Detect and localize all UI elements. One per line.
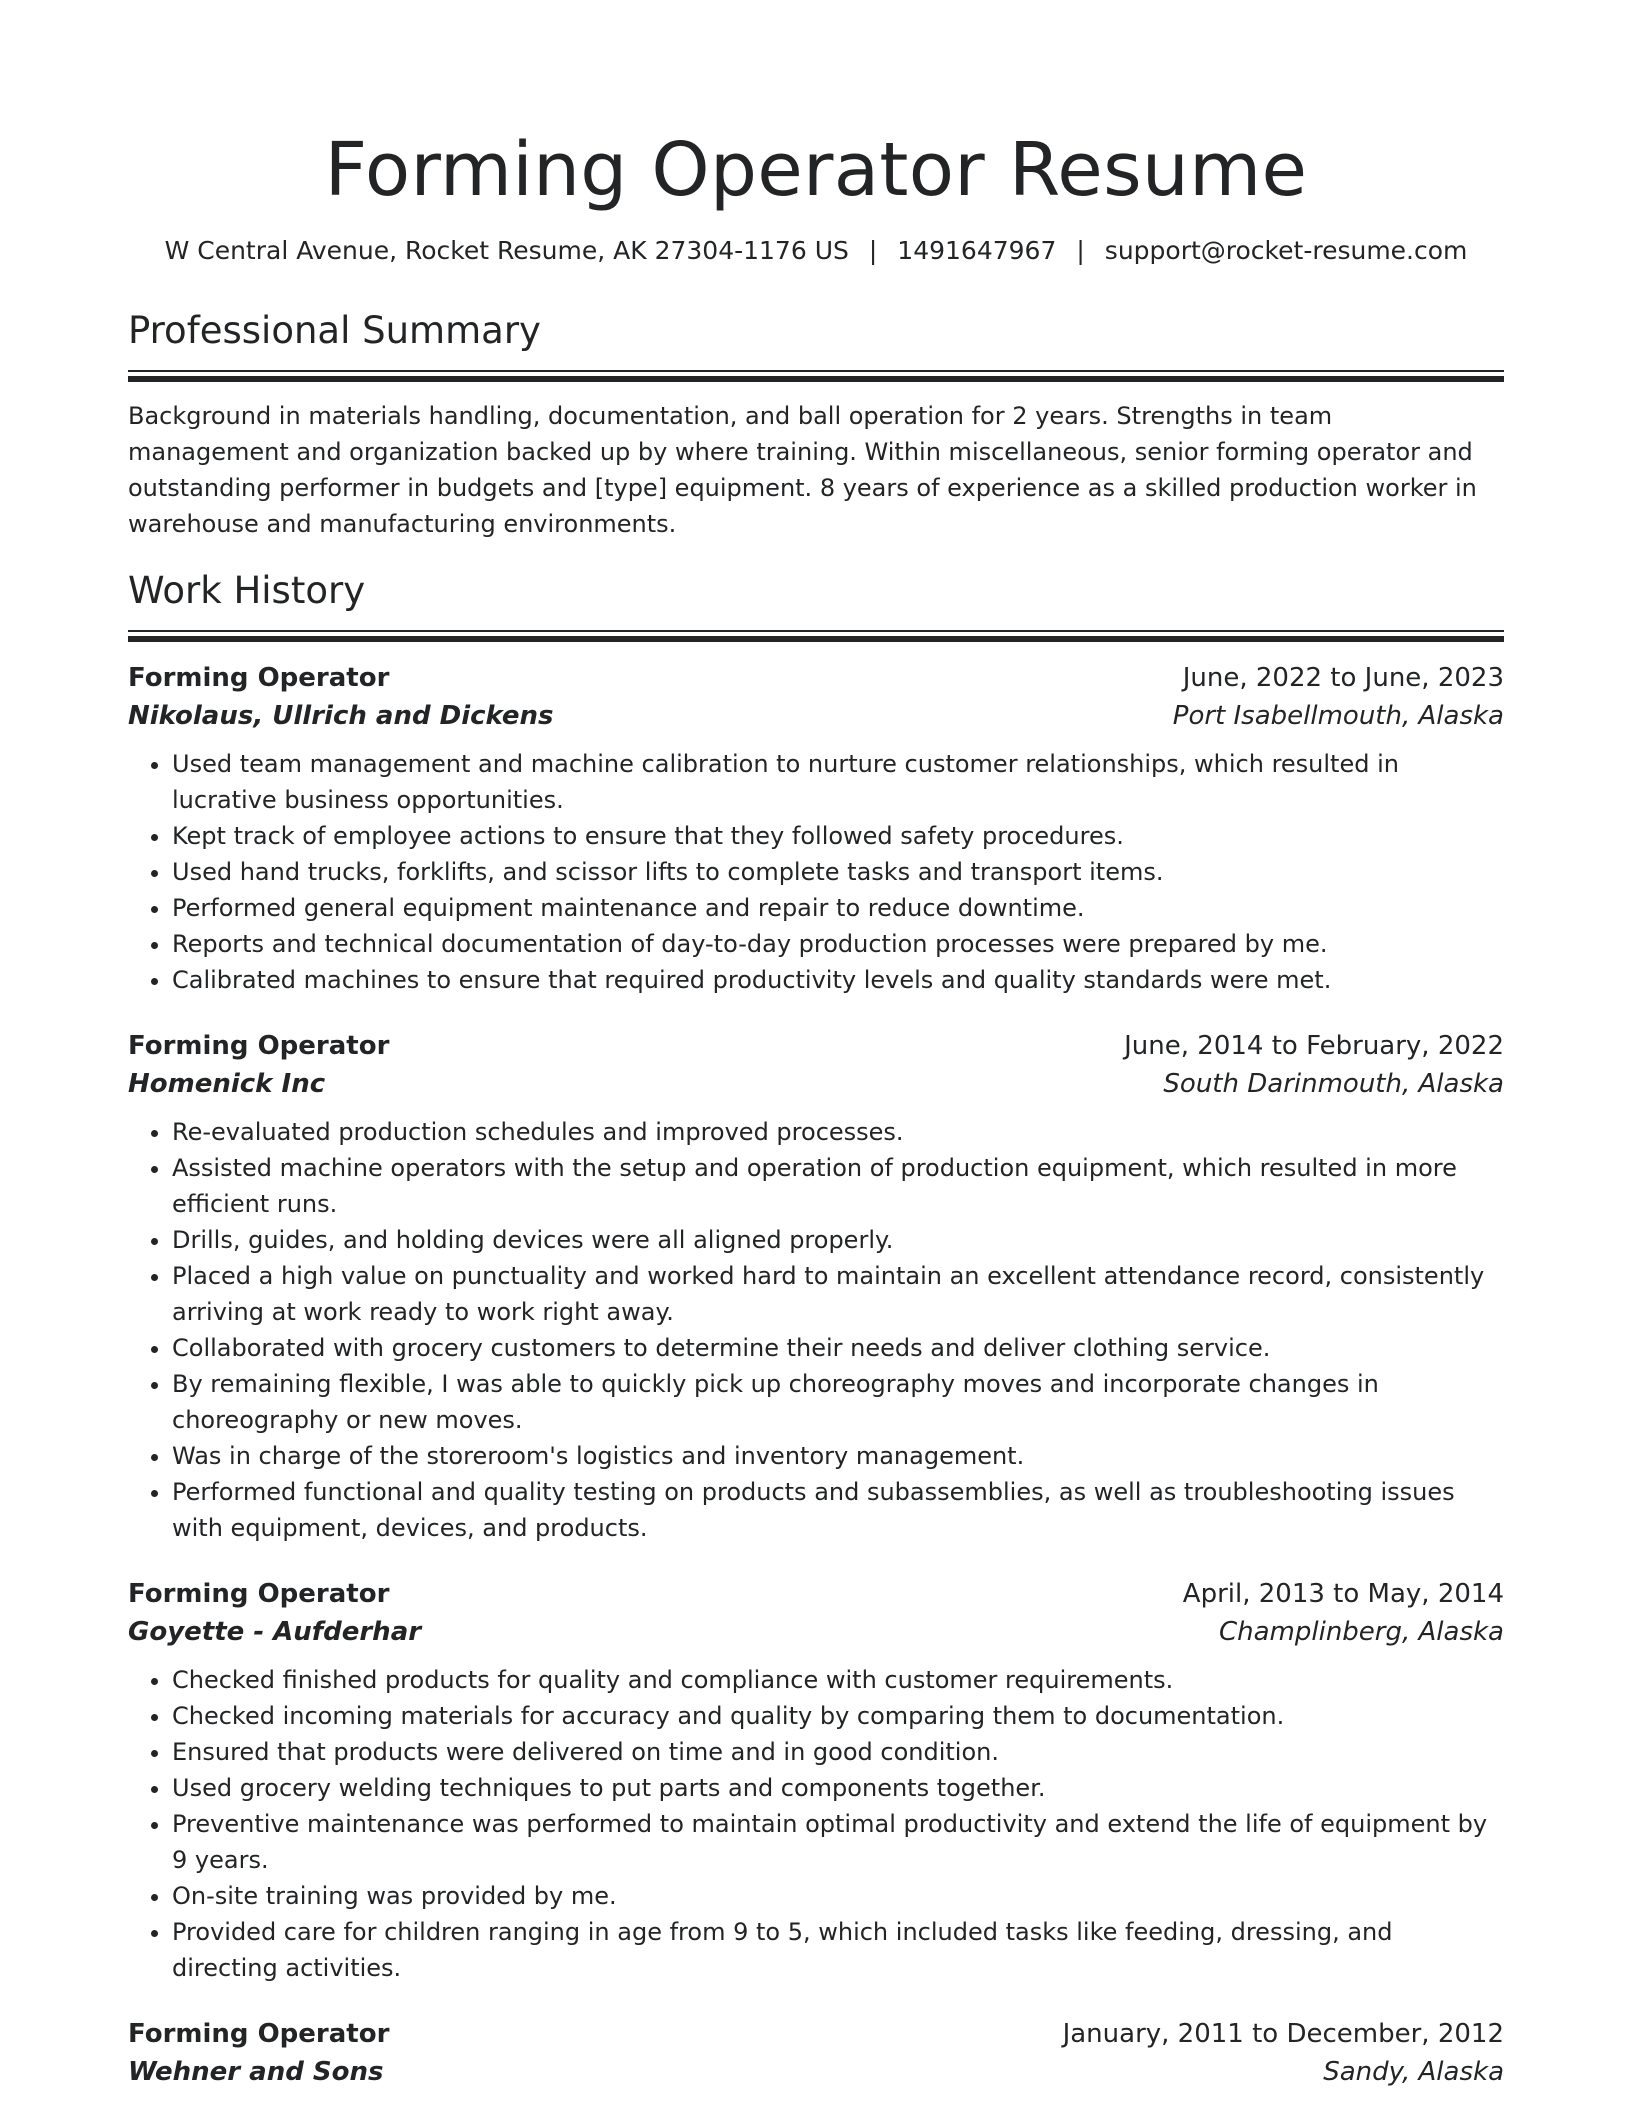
job-company-row <box>128 2052 1504 2092</box>
job-location: Sandy, Alaska <box>1323 2057 1504 2087</box>
bullet-item: • Used hand trucks, forklifts, and scissor lifts to complete tasks and transport items. <box>172 854 1504 890</box>
job-entry <box>128 1028 1504 1546</box>
bullet-item: • Reports and technical documentation of day-to-day production processes were prepared by me. <box>172 926 1504 962</box>
job-title: Forming Operator <box>128 2019 390 2049</box>
job-title: Forming Operator <box>128 663 390 693</box>
contact-phone: 1491647967 <box>897 236 1057 265</box>
page-title: Forming Operator Resume <box>324 127 1308 213</box>
job-company-row <box>128 696 1504 736</box>
bullet-item: • Calibrated machines to ensure that required productivity levels and quality standards were met. <box>172 962 1504 998</box>
job-location: Champlinberg, Alaska <box>1218 1617 1504 1647</box>
resume-content <box>128 120 1504 2092</box>
job-dates: April, 2013 to May, 2014 <box>1182 1579 1504 1609</box>
job-header-row <box>128 2016 1504 2052</box>
job-entry <box>128 660 1504 998</box>
job-title: Forming Operator <box>128 1579 390 1609</box>
bullet-item: • Performed functional and quality testing on products and subassemblies, as well as troubleshooting issues with equipment, devices, and products. <box>172 1474 1504 1546</box>
bullet-item: • Kept track of employee actions to ensure that they followed safety procedures. <box>172 818 1504 854</box>
section-divider-thick <box>128 636 1504 642</box>
job-company: Goyette - Aufderhar <box>128 1617 422 1647</box>
contact-line <box>128 234 1504 268</box>
bullet-item: • Checked incoming materials for accuracy and quality by comparing them to documentation. <box>172 1698 1504 1734</box>
job-dates: June, 2022 to June, 2023 <box>1182 663 1504 693</box>
job-header-row <box>128 1028 1504 1064</box>
contact-email[interactable]: support@rocket-resume.com <box>1104 236 1468 265</box>
bullet-item: • Checked finished products for quality and compliance with customer requirements. <box>172 1662 1504 1698</box>
bullet-item: • Re-evaluated production schedules and improved processes. <box>172 1114 1504 1150</box>
bullet-item: • Preventive maintenance was performed to maintain optimal productivity and extend the life of equipment by 9 years. <box>172 1806 1504 1878</box>
bullet-item: • Assisted machine operators with the setup and operation of production equipment, which resulted in more efficient runs. <box>172 1150 1504 1222</box>
job-header-row <box>128 1576 1504 1612</box>
contact-separator: | <box>1076 236 1085 265</box>
job-title: Forming Operator <box>128 1031 390 1061</box>
contact-address: W Central Avenue, Rocket Resume, AK 27304-1176 US <box>164 236 849 265</box>
job-dates: June, 2014 to February, 2022 <box>1124 1031 1504 1061</box>
job-bullets <box>128 1114 1504 1546</box>
job-location: South Darinmouth, Alaska <box>1163 1069 1504 1099</box>
bullet-item: • Placed a high value on punctuality and worked hard to maintain an excellent attendance record, consistently arriving at work ready to work right away. <box>172 1258 1504 1330</box>
job-header-row <box>128 660 1504 696</box>
work-history-heading: Work History <box>128 569 366 612</box>
bullet-item: • Provided care for children ranging in age from 9 to 5, which included tasks like feeding, dressing, and directing activities. <box>172 1914 1504 1986</box>
job-company: Nikolaus, Ullrich and Dickens <box>128 701 554 731</box>
bullet-item: • On-site training was provided by me. <box>172 1878 1504 1914</box>
job-company: Homenick Inc <box>128 1069 326 1099</box>
bullet-item: • Was in charge of the storeroom's logistics and inventory management. <box>172 1438 1504 1474</box>
job-company-row <box>128 1064 1504 1104</box>
job-entry <box>128 1576 1504 1986</box>
bullet-item: • Drills, guides, and holding devices were all aligned properly. <box>172 1222 1504 1258</box>
section-divider-thick <box>128 376 1504 382</box>
job-company: Wehner and Sons <box>128 2057 384 2087</box>
work-history-list <box>128 660 1504 2092</box>
section-divider-thin <box>128 370 1504 372</box>
bullet-item: • Performed general equipment maintenance and repair to reduce downtime. <box>172 890 1504 926</box>
summary-heading: Professional Summary <box>128 309 541 352</box>
summary-text: Background in materials handling, documentation, and ball operation for 2 years. Strengths in team management and organization backed up by where training. Within miscellaneous, senior forming operator and outstanding performer in budgets and [type] equipment. 8 years of experience as a skilled production worker in warehouse and manufacturing environments. <box>128 402 1477 538</box>
bullet-item: • Ensured that products were delivered on time and in good condition. <box>172 1734 1504 1770</box>
job-company-row <box>128 1612 1504 1652</box>
job-bullets <box>128 746 1504 998</box>
section-divider-thin <box>128 630 1504 632</box>
job-dates: January, 2011 to December, 2012 <box>1062 2019 1504 2049</box>
bullet-item: • Used grocery welding techniques to put parts and components together. <box>172 1770 1504 1806</box>
bullet-item: • By remaining flexible, I was able to quickly pick up choreography moves and incorporate changes in choreography or new moves. <box>172 1366 1504 1438</box>
job-bullets <box>128 1662 1504 1986</box>
contact-separator: | <box>868 236 878 265</box>
bullet-item: • Collaborated with grocery customers to determine their needs and deliver clothing service. <box>172 1330 1504 1366</box>
job-entry <box>128 2016 1504 2092</box>
bullet-item: • Used team management and machine calibration to nurture customer relationships, which resulted in lucrative business opportunities. <box>172 746 1504 818</box>
job-location: Port Isabellmouth, Alaska <box>1172 701 1504 731</box>
